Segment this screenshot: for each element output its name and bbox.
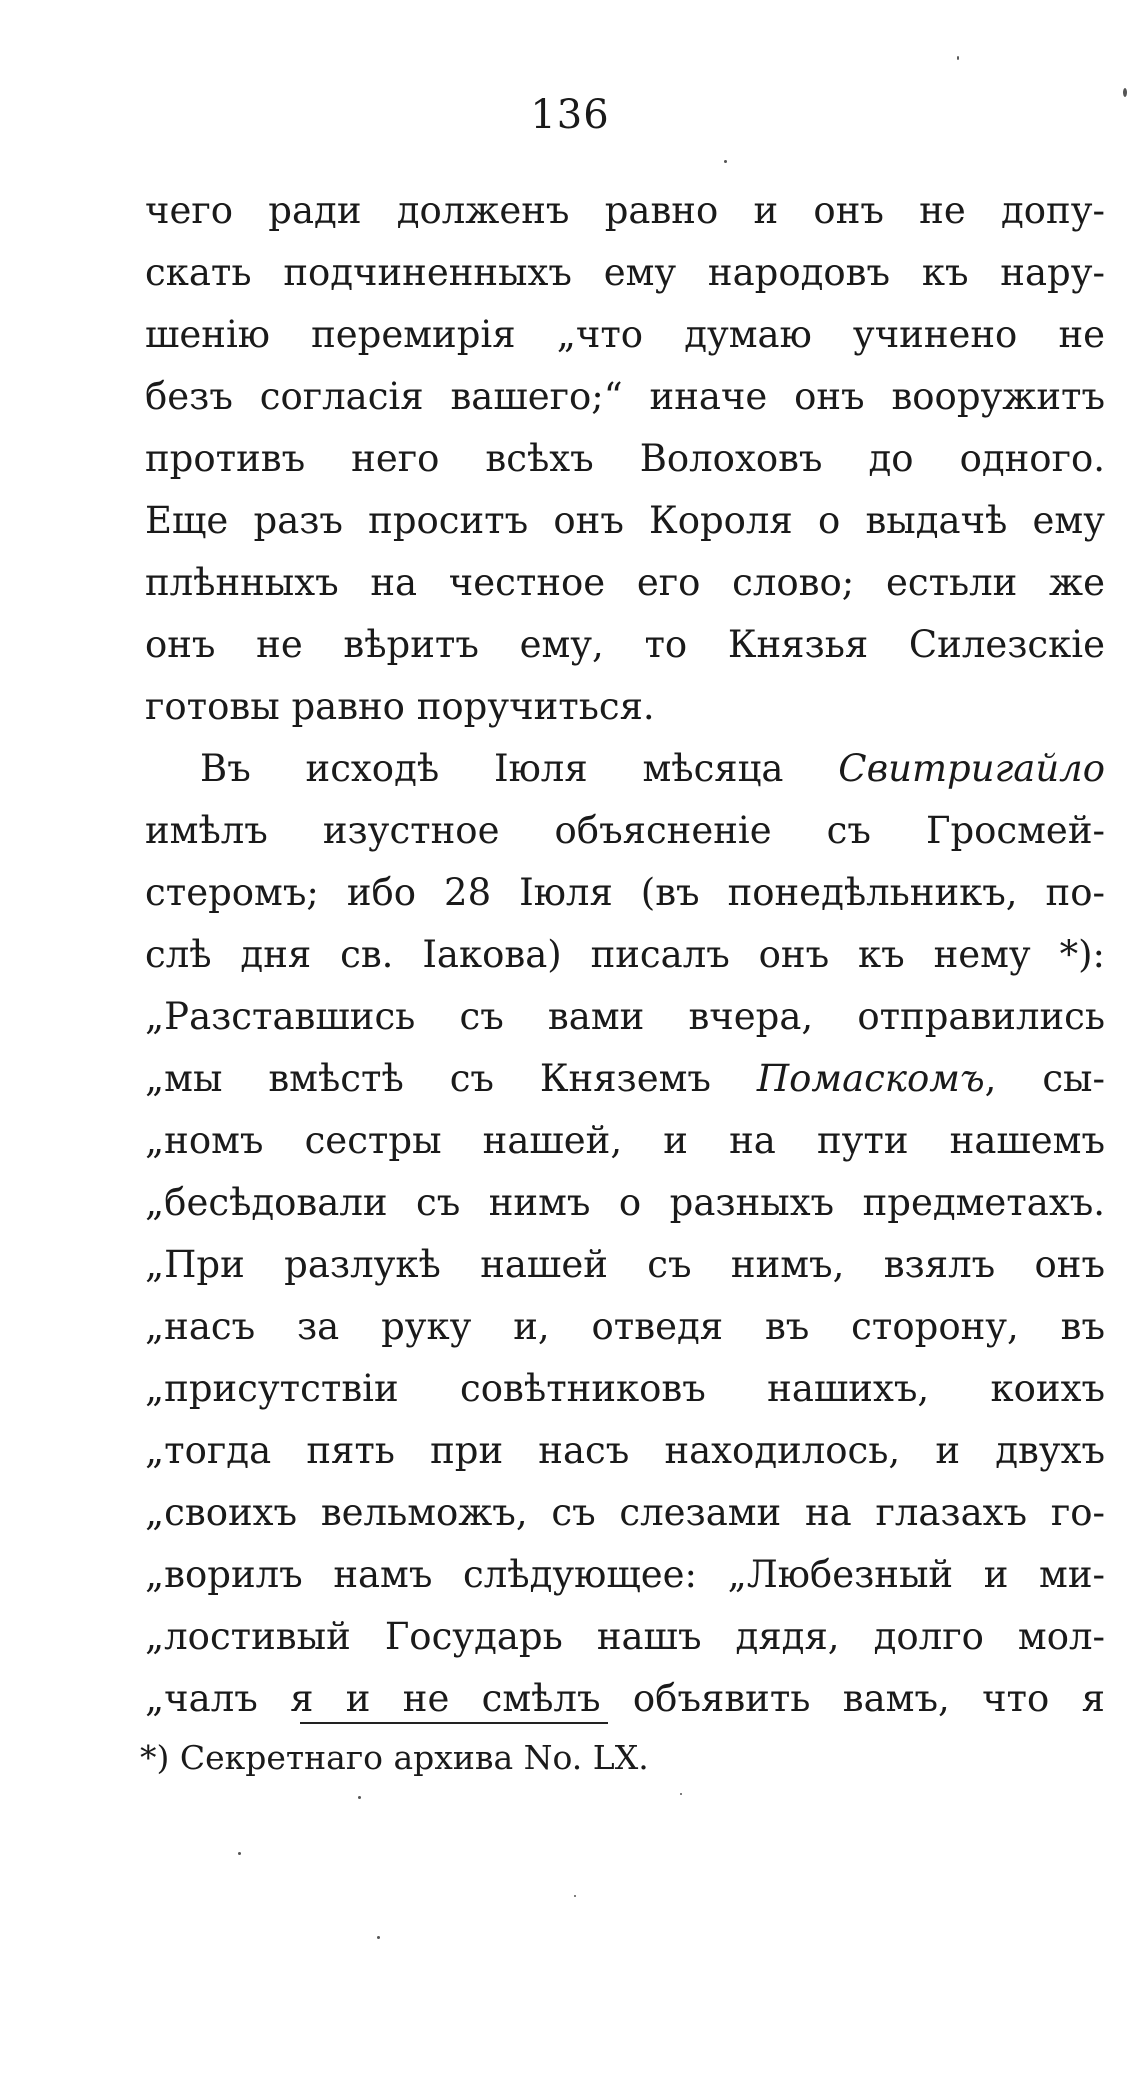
text-line: „бесѣдовали съ нимъ о разныхъ предметахъ. xyxy=(145,1181,1105,1224)
footnote: *) Секретнаго архива No. LX. xyxy=(140,1738,649,1777)
text-line: безъ согласія вашего;“ иначе онъ вооружитъ xyxy=(145,375,1105,418)
scan-speck xyxy=(680,1793,682,1795)
scan-speck xyxy=(574,1895,576,1897)
text-line: онъ не вѣритъ ему, то Князья Силезскіе xyxy=(145,623,1105,666)
text-line: „чалъ я и не смѣлъ объявить вамъ, что я xyxy=(145,1677,1105,1720)
scan-speck xyxy=(377,1936,380,1939)
scan-speck xyxy=(238,1852,241,1855)
text-segment: Въ исходѣ Іюля мѣсяца xyxy=(200,747,839,790)
text-line: готовы равно поручиться. xyxy=(145,685,655,728)
text-line: чего ради долженъ равно и онъ не допу- xyxy=(145,189,1105,232)
text-line: слѣ дня св. Іакова) писалъ онъ къ нему *): xyxy=(145,933,1105,976)
text-line: „ворилъ намъ слѣдующее: „Любезный и ми- xyxy=(145,1553,1105,1596)
text-line: „лостивый Государь нашъ дядя, долго мол- xyxy=(145,1615,1105,1658)
body-text xyxy=(145,180,1105,1730)
text-line: „присутствіи совѣтниковъ нашихъ, коихъ xyxy=(145,1367,1105,1410)
text-line: Еще разъ проситъ онъ Короля о выдачѣ ему xyxy=(145,499,1105,542)
text-line: „Разставшись съ вами вчера, отправились xyxy=(145,995,1105,1038)
scan-speck xyxy=(358,1796,361,1799)
text-line: противъ него всѣхъ Волоховъ до одного. xyxy=(145,437,1105,480)
scan-speck xyxy=(1123,88,1127,97)
text-segment: , сы- xyxy=(984,1057,1105,1100)
scan-speck xyxy=(957,56,959,60)
page-number: 136 xyxy=(530,92,610,138)
scan-speck xyxy=(724,160,727,163)
text-line: „насъ за руку и, отведя въ сторону, въ xyxy=(145,1305,1105,1348)
footnote-divider xyxy=(300,1722,608,1724)
text-line: „своихъ вельможъ, съ слезами на глазахъ го- xyxy=(145,1491,1105,1534)
text-line: имѣлъ изустное объясненіе съ Гросмей- xyxy=(145,809,1105,852)
italic-name: Свитригайло xyxy=(838,747,1105,790)
text-line: плѣнныхъ на честное его слово; естьли же xyxy=(145,561,1105,604)
text-line: шенію перемирія „что думаю учинено не xyxy=(145,313,1105,356)
text-line: стеромъ; ибо 28 Іюля (въ понедѣльникъ, по- xyxy=(145,871,1105,914)
text-segment: „мы вмѣстѣ съ Княземъ xyxy=(145,1057,757,1100)
italic-name: Помаскомъ xyxy=(756,1057,985,1100)
text-line: „При разлукѣ нашей съ нимъ, взялъ онъ xyxy=(145,1243,1105,1286)
text-line: „тогда пять при насъ находилось, и двухъ xyxy=(145,1429,1105,1472)
text-line: „номъ сестры нашей, и на пути нашемъ xyxy=(145,1119,1105,1162)
text-line-with-italic xyxy=(145,1048,1105,1110)
paragraph-first-line xyxy=(145,738,1105,800)
text-line: скать подчиненныхъ ему народовъ къ нару- xyxy=(145,251,1105,294)
